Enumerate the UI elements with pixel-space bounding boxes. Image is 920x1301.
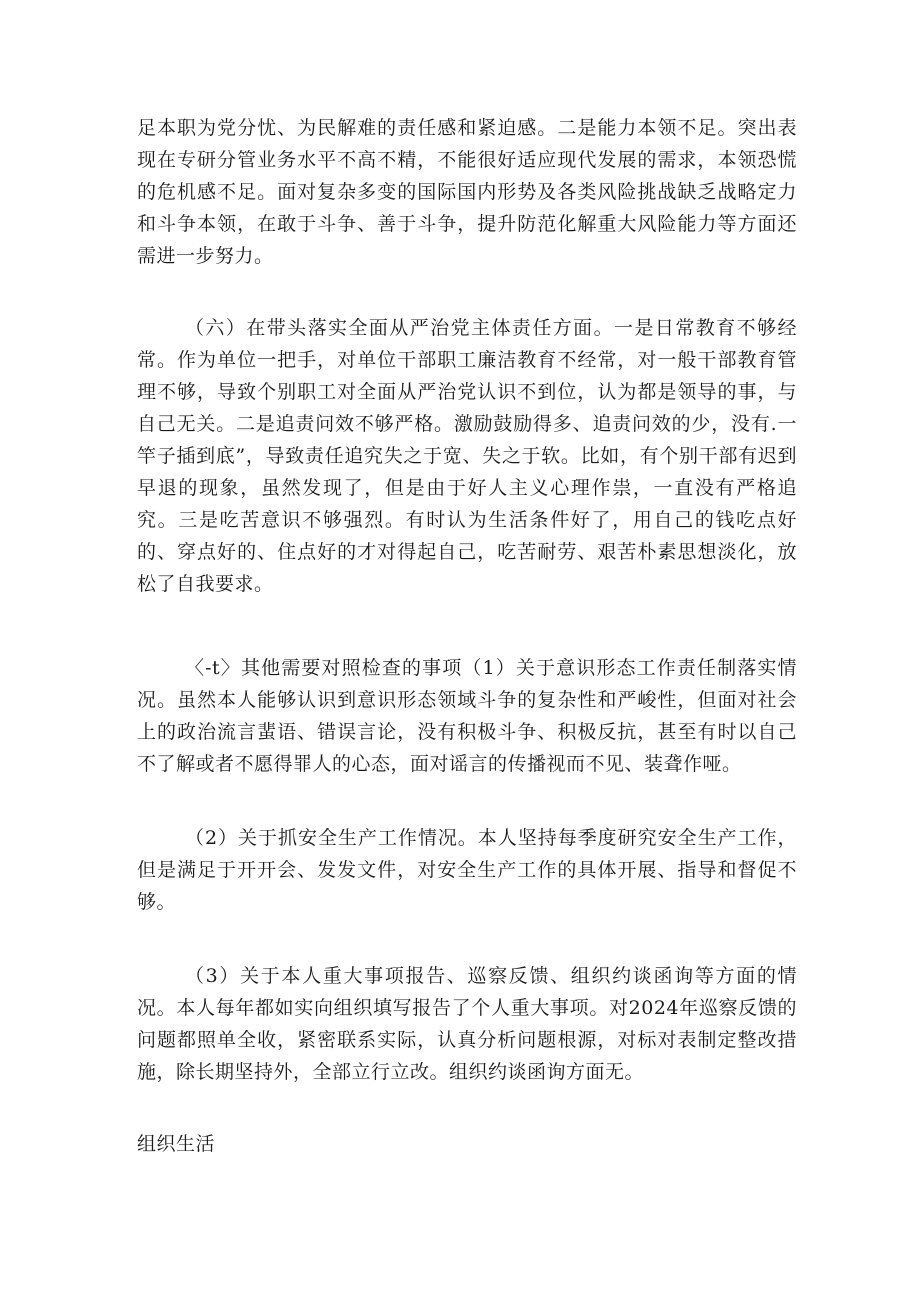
paragraph-safety-production: （2）关于抓安全生产工作情况。本人坚持每季度研究安全生产工作，但是满足于开开会、发发文件，对安全生产工作的具体开展、指导和督促不够。 [137, 827, 797, 913]
paragraph-major-matters-report: （3）关于本人重大事项报告、巡察反馈、组织约谈函询等方面的情况。本人每年都如实向组织填写报告了个人重大事项。对2024年巡察反馈的问题都照单全收，紧密联系实际，认真分析问题根源，对标对表制定整改措施，除长期坚持外，全部立行立改。组织约谈函询方面无。 [137, 965, 797, 1083]
paragraph-ability-shortcoming: 足本职为党分忧、为民解难的责任感和紧迫感。二是能力本领不足。突出表现在专研分管业务水平不高不精，不能很好适应现代发展的需求，本领恐慌的危机感不足。面对复杂多变的国际国内形势及各类风险挑战缺乏战略定力和斗争本领，在敢于斗争、善于斗争，提升防范化解重大风险能力等方面还需进一步努力。 [137, 117, 797, 267]
section-heading-organization-life: 组织生活 [137, 1133, 216, 1155]
paragraph-party-discipline-responsibility: （六）在带头落实全面从严治党主体责任方面。一是日常教育不够经常。作为单位一把手，对单位干部职工廉洁教育不经常，对一般干部教育管理不够，导致个别职工对全面从严治党认识不到位，认为都是领导的事，与自己无关。二是追责问效不够严格。激励鼓励得多、追责问效的少，没有.一竿子插到底”，导致责任追究失之于宽、失之于软。比如，有个别干部有迟到早退的现象，虽然发现了，但是由于好人主义心理作祟，一直没有严格追究。三是吃苦意识不够强烈。有时认为生活条件好了，用自己的钱吃点好的、穿点好的、住点好的才对得起自己，吃苦耐劳、艰苦朴素思想淡化，放松了自我要求。 [137, 317, 797, 595]
paragraph-ideology-responsibility: 〈-t〉其他需要对照检查的事项（1）关于意识形态工作责任制落实情况。虽然本人能够认识到意识形态领域斗争的复杂性和严峻性，但面对社会上的政治流言蜚语、错误言论，没有积极斗争、积极反抗，甚至有时以自己不了解或者不愿得罪人的心态，面对谣言的传播视而不见、装聋作哑。 [137, 657, 797, 775]
